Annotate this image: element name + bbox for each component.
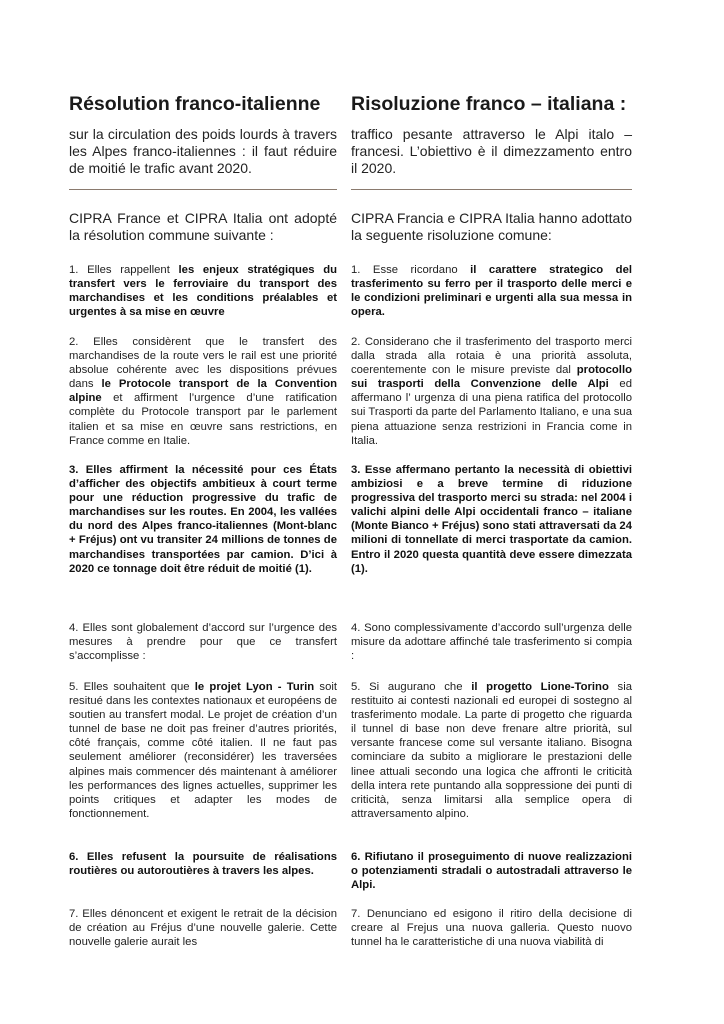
paragraph-1-it: 1. Esse ricordano il carattere strategico del trasferimento su ferro per il trasporto delle merci e le condizioni preliminari e urgenti alla sua messa in opera. xyxy=(351,264,632,319)
title-it: Risoluzione franco – italiana : xyxy=(351,93,627,115)
paragraph-4-it: 4. Sono complessivamente d’accordo sull’urgenza delle misure da adottare affinché tale trasferimento si compia : xyxy=(351,622,632,663)
subtitle-it: traffico pesante attraverso le Alpi italo – francesi. L’obiettivo è il dimezzamento entro il 2020. xyxy=(351,126,632,176)
paragraph-3-fr: 3. Elles affirment la nécessité pour ces États d’afficher des objectifs ambitieux à court terme pour une réduction progressive du trafic de marchandises sur les routes. En 2004, les vallées du nord des Alpes franco-italiennes (Mont-blanc + Fréjus) ont vu transiter 24 millions de tonnes de marchandises transportées par camion. D’ici à 2020 ce tonnage doit être réduit de moitié (1). xyxy=(69,464,337,575)
paragraph-6-fr: 6. Elles refusent la poursuite de réalisations routières ou autoroutières à travers les alpes. xyxy=(69,851,337,878)
divider-it xyxy=(351,189,632,190)
title-fr: Résolution franco-italienne xyxy=(69,93,321,115)
intro-it: CIPRA Francia e CIPRA Italia hanno adottato la seguente risoluzione comune: xyxy=(351,210,632,243)
paragraph-5-fr: 5. Elles souhaitent que le projet Lyon - Turin soit resitué dans les contextes nationaux et européens de soutien au transfert modal. Le projet de création d’un tunnel de base ne doit pas freiner d’autres priorités, côté français, comme côté italien. Il ne faut pas seulement améliorer (reconsidérer) les traversées alpines mais commencer dés maintenant à améliorer les performances des lignes actuelles, supprimer les points critiques et adapter les modes de fonctionnement. xyxy=(69,681,338,820)
intro-fr: CIPRA France et CIPRA Italia ont adopté la résolution commune suivante : xyxy=(69,210,337,243)
header-fr xyxy=(69,92,337,177)
paragraph-7-it: 7. Denunciano ed esigono il ritiro della decisione di creare al Frejus una nuova galleria. Questo nuovo tunnel ha le caratteristiche di una nuova viabilità di xyxy=(351,908,632,949)
paragraph-2-it: 2. Considerano che il trasferimento del trasporto merci dalla strada alla rotaia è una priorità assoluta, coerentemente con le misure previste dal protocollo sui trasporti della Convenzione delle Alpi ed affermano l’ urgenza di una piena ratifica del protocollo sui Trasporti da parte del Parlamento Italiano, e una sua piena attuazione senza restrizioni in Francia come in Italia. xyxy=(351,336,632,447)
divider-fr xyxy=(69,189,337,190)
paragraph-1-fr: 1. Elles rappellent les enjeux stratégiques du transfert vers le ferroviaire du transport des marchandises et les conditions préalables et urgentes à sa mise en œuvre xyxy=(69,264,337,319)
paragraph-2-fr: 2. Elles considèrent que le transfert des marchandises de la route vers le rail est une priorité absolue cohérente avec les dispositions prévues dans le Protocole transport de la Convention alpine et affirment l’urgence d’une ratification complète du Protocole transport par le parlement italien et sa mise en œuvre sans restrictions, en France comme en Italie. xyxy=(69,336,338,447)
paragraph-6-it: 6. Rifiutano il proseguimento di nuove realizzazioni o potenziamenti stradali o autostradali attraverso le Alpi. xyxy=(351,851,632,892)
paragraph-3-it: 3. Esse affermano pertanto la necessità di obiettivi ambiziosi e a breve termine di riduzione progressiva del trasporto merci su strada: nel 2004 i valichi alpini delle Alpi occidentali franco – italiane (Monte Bianco + Fréjus) sono stati attraversati da 24 milioni di tonnellate di merci trasportate da camion. Entro il 2020 questa quantità deve essere dimezzata (1). xyxy=(351,464,632,575)
header-it xyxy=(351,92,632,177)
paragraph-7-fr: 7. Elles dénoncent et exigent le retrait de la décision de création au Fréjus d’une nouvelle galerie. Cette nouvelle galerie aurait les xyxy=(69,908,337,949)
paragraph-4-fr: 4. Elles sont globalement d’accord sur l’urgence des mesures à prendre pour que ce transfert s’accomplisse : xyxy=(69,622,337,663)
paragraph-5-it: 5. Si augurano che il progetto Lione-Torino sia restituito ai contesti nazionali ed europei di sostegno al trasferimento modale. La parte di progetto che riguarda il tunnel di base non deve frenare altre priorità, sul versante francese come sul versante italiano. Bisogna cominciare da subito a migliorare le prestazioni delle linee attuali secondo una logica che affronti le criticità della intera rete puntando alla soppressione dei punti di criticità, senza limitarsi alla semplice opera di attraversamento alpino. xyxy=(351,681,632,820)
subtitle-fr: sur la circulation des poids lourds à travers les Alpes franco-italiennes : il faut réduire de moitié le trafic avant 2020. xyxy=(69,126,337,176)
